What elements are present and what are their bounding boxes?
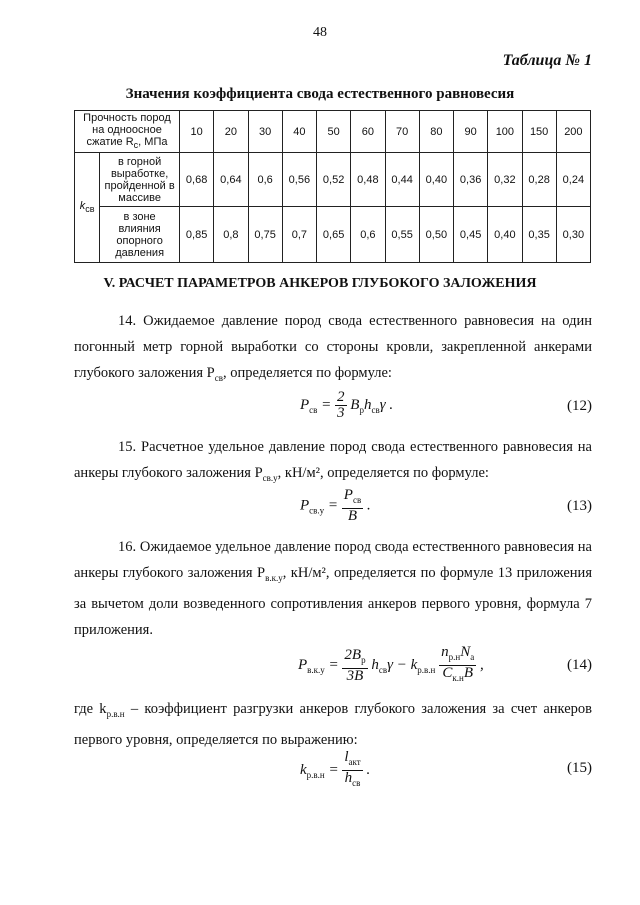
table-row	[75, 207, 591, 263]
equation-number-14: (14)	[567, 657, 592, 673]
formula-15: $k_{р.в.н}$ = $\frac{l_{акт}}{h_{св}}$ .	[300, 749, 371, 788]
col-header: 40	[282, 111, 316, 153]
paragraph-16: 16. Ожидаемое удельное давление пород свода естественного равновесия на анкеры глубокого заложения $P_{в.к.у}$, кН/м², определяется по формуле 13 приложения за вычетом доли возведенного сопротивления анкеров первого уровня, формула 7 приложения.	[74, 539, 592, 638]
col-header: 20	[214, 111, 248, 153]
col-header: 100	[488, 111, 522, 153]
col-header: 30	[248, 111, 282, 153]
col-header: 70	[385, 111, 419, 153]
table-cell: 0,64	[214, 153, 248, 207]
table-cell: 0,85	[180, 207, 214, 263]
row-label: в горной выработке, пройденной в массиве	[100, 153, 180, 207]
col-header: 10	[180, 111, 214, 153]
table-cell: 0,68	[180, 153, 214, 207]
table-cell: 0,75	[248, 207, 282, 263]
table-cell: 0,32	[488, 153, 522, 207]
table-row	[75, 153, 591, 207]
table-cell: 0,7	[282, 207, 316, 263]
table-label: Таблица № 1	[502, 52, 592, 69]
page-number: 48	[313, 25, 327, 40]
k-symbol-cell: $k_{св}$	[75, 153, 100, 263]
col-header: 80	[419, 111, 453, 153]
table-cell: 0,56	[282, 153, 316, 207]
table-cell: 0,65	[317, 207, 351, 263]
table-cell: 0,44	[385, 153, 419, 207]
formula-14: $P_{в.к.у}$ = $\frac{2B_р}{3B}$ $h_{св}\gamma - k_{р.в.н}$ $\frac{n_{р.н}N_а}{C_{к.н}B}$ ,	[298, 644, 484, 684]
table-cell: 0,36	[454, 153, 488, 207]
equation-number-13: (13)	[567, 498, 592, 514]
formula-12: $P_{св}$ = $\frac{2}{3}$ $B_рh_{св}\gamma$ .	[300, 389, 394, 421]
formula-13: $P_{св.у}$ = $\frac{P_{св}}{B}$ .	[300, 487, 371, 524]
col-header: 150	[522, 111, 556, 153]
col-header: 50	[317, 111, 351, 153]
equation-number-15: (15)	[567, 760, 592, 776]
coefficient-table	[74, 110, 591, 263]
col-header: 60	[351, 111, 385, 153]
col-header: 90	[454, 111, 488, 153]
paragraph-17: где $k_{р.в.н}$ – коэффициент разгрузки анкеров глубокого заложения за счет анкеров первого уровня, определяется по выражению:	[74, 701, 592, 748]
paragraph-15: 15. Расчетное удельное давление пород свода естественного равновесия на анкеры глубокого заложения $P_{св.у}$, кН/м², определяется по формуле:	[74, 439, 592, 483]
table-cell: 0,40	[419, 153, 453, 207]
table-cell: 0,50	[419, 207, 453, 263]
col-header: 200	[556, 111, 590, 153]
table-title: Значения коэффициента свода естественного равновесия	[125, 86, 515, 102]
table-cell: 0,24	[556, 153, 590, 207]
table-cell: 0,30	[556, 207, 590, 263]
row-label: в зоне влияния опорного давления	[100, 207, 180, 263]
header-cell: Прочность пород на одноосное сжатие $R_с$, МПа	[75, 111, 180, 153]
table-cell: 0,35	[522, 207, 556, 263]
table-cell: 0,52	[317, 153, 351, 207]
table-cell: 0,45	[454, 207, 488, 263]
table-cell: 0,40	[488, 207, 522, 263]
section-title: V. РАСЧЕТ ПАРАМЕТРОВ АНКЕРОВ ГЛУБОКОГО ЗАЛОЖЕНИЯ	[103, 276, 537, 291]
table-cell: 0,6	[351, 207, 385, 263]
table-cell: 0,28	[522, 153, 556, 207]
table-cell: 0,6	[248, 153, 282, 207]
table-cell: 0,55	[385, 207, 419, 263]
equation-number-12: (12)	[567, 398, 592, 414]
paragraph-14: 14. Ожидаемое давление пород свода естественного равновесия на один погонный метр горной выработки со стороны кровли, закрепленной анкерами глубокого заложения $P_{св}$, определяется по формуле:	[74, 313, 592, 383]
table-header-row	[75, 111, 591, 153]
table-cell: 0,48	[351, 153, 385, 207]
table-cell: 0,8	[214, 207, 248, 263]
